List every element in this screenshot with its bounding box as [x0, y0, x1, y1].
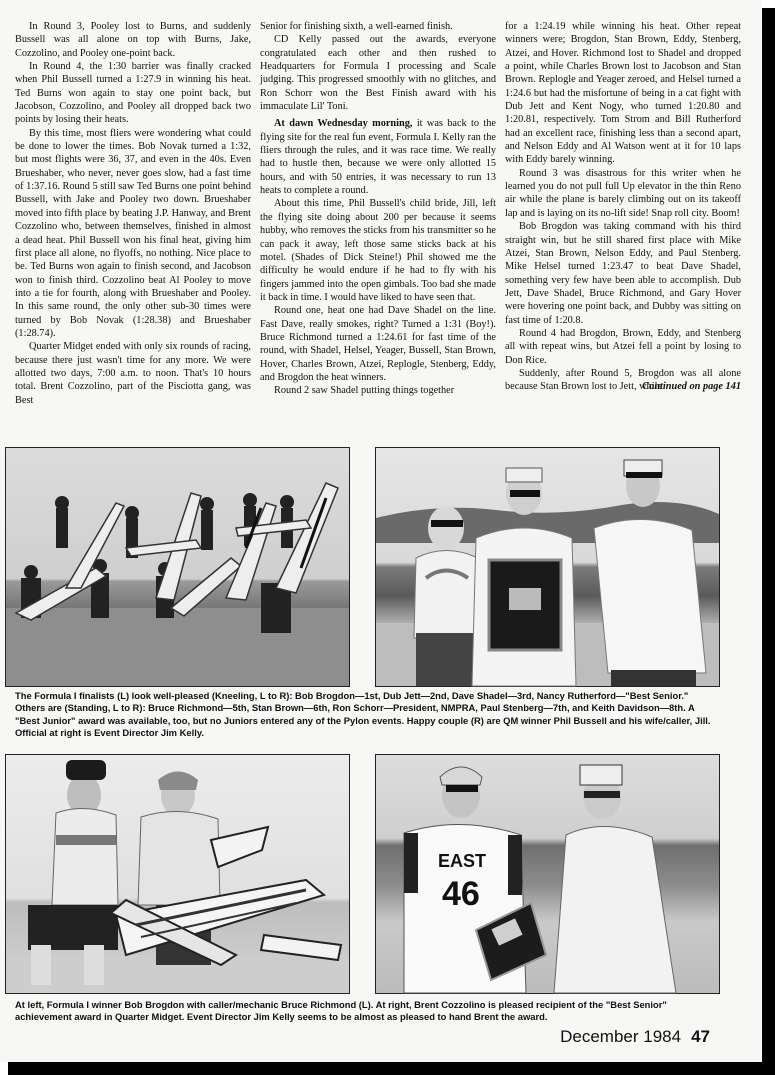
photo-caption-bottom: At left, Formula I winner Bob Brogdon with caller/mechanic Bruce Richmond (L). At right, Brent Cozzolino is pleased recipient of the "Best Senior" achievement award in Quarter Midget. Event Director Jim Kelly seems to be almost as pleased to hand Brent the award.	[15, 999, 667, 1023]
paragraph: In Round 4, the 1:30 barrier was finally cracked when Phil Bussell turned a 1:27.9 in winning his heat. Ted Burns won again to stay one point back, but Jacobson, Cozzolino, and Pooley all dropped back two points by losing their heats.	[15, 61, 251, 126]
paragraph: Suddenly, after Round 5, Brogdon was all alone because Stan Brown lost to Jett, while	[505, 367, 741, 393]
page-shadow-right	[762, 8, 775, 1075]
paragraph: CD Kelly passed out the awards, everyone congratulated each other and then rushed to Headquarters for Formula I processing and Scale judging. This progressed smoothly with no glitches, and Ron Schorr won the Best Finish award with his immaculate Lil' Toni.	[260, 34, 496, 113]
paragraph: Quarter Midget ended with only six rounds of racing, because there just wasn't time for any more. We were allotted two days, 7:00 a.m. to noon. That's 10 hours total. Brent Cozzolino, part of the Pisciotta gang, was Best	[15, 341, 251, 406]
paragraph: Round 4 had Brogdon, Brown, Eddy, and Stenberg all with repeat wins, but Atzei fell a point by losing to Don Rice.	[505, 327, 741, 366]
paragraph: Bob Brogdon was taking command with his third straight win, but he still shared first place with Mike Atzei, Stan Brown, Nelson Eddy, and Paul Stenberg. Mike Helsel turned 1:23.47 to beat Dave Shadel, something very few have been able to accomplish. Dub Jett, Dave Shadel, Bruce Richmond, and Gary Hover were hovering one point back, and Dubby was sitting on fast time of 1:20.8.	[505, 221, 741, 326]
article-column-1	[15, 20, 251, 442]
photo-art	[376, 755, 719, 993]
lead-text: it was back to the flying site for the real fun event, Formula I. Kelly ran the fliers through the rules, and it was race time. We really had to hustle then, because we were only allotted 15 hours, and with 50 entries, it was necessary to run 13 heats to complete a round.	[260, 118, 496, 197]
jersey-number-text: 46	[442, 875, 480, 913]
official-jim-kelly	[554, 765, 676, 993]
page-number: 47	[691, 1027, 710, 1046]
paragraph: By this time, most fliers were wondering what could be done to lower the times. Bob Novak turned a 1:32, but most flights were 36, 37, and even in the 40s. Even Brueshaber, who never, never goes slow, had a fast time of 1:37.16. Round 5 still saw Ted Burns one point behind Bussell, with Jake and Pooley two down. Brueshaber moved into fifth place by beating J.P. Hanway, and Brent Cozzolino who, between themselves, finished in almost a dead heat. Phil Bussell won his final heat, giving him first place all alone, no flyoffs, no nothing. Nice place to be. Ted Burns won again to finish second, and Jacobson won to finish third. Cozzolino beat Al Pooley to move into a tie for fourth, along with Brueshaber and Pooley. In this same round, the only other sub-30 times were turned by Bob Novak (1:28.38) and Brueshaber (1:28.74).	[15, 127, 251, 339]
article-column-2	[260, 20, 496, 442]
paragraph: for a 1:24.19 while winning his heat. Other repeat winners were; Brogdon, Stan Brown, Eddy, Stenberg, Atzei, and Hover. Richmond lost to Shadel and dropped a point, while Charles Brown lost to Jacobson and Stan Brown. Replogle and Yeager zeroed, and Helsel turned a 1:24.6 but had the misfortune of being in a cat fight with Dub Jett and Kent Nogy, who turned 1:20.80 and 1:20.81, respectively. Tom Strom and Bill Rutherford had an excellent race, finishing less than a second apart, and Nelson Eddy and Al Watson went at it for 10 laps with Eddy barely winning.	[505, 21, 741, 166]
man-center	[472, 468, 576, 686]
page-shadow-bottom	[8, 1062, 775, 1075]
issue-date: December 1984	[560, 1027, 682, 1046]
lead-in: At dawn Wednesday morning,	[274, 118, 413, 130]
paragraph: Round 2 saw Shadel putting things together	[274, 385, 455, 397]
man-left	[28, 760, 118, 985]
photo-art	[6, 448, 349, 686]
photo-formula-finalists	[5, 447, 350, 687]
paragraph: About this time, Phil Bussell's child bride, Jill, left the flying site doing about 200 per because it seems hubby, who removes the sticks from his transmitter so he can pack it away, left those same sticks back at his motel. (Shades of Dick Steine!) Phil showed me the difficulty he would endure if he had to fly with his fingers jammed into the open gimbals. Too bad she made it back in time. I would have liked to have seen that.	[260, 198, 496, 303]
paragraph: Round one, heat one had Dave Shadel on the line. Fast Dave, really smokes, right? Turned a 1:31 (Boy!). Bruce Richmond turned a 1:24.61 for fast time of the round, with Shadel, Helsel, Yeager, Bussell, Stan Brown, Hover, Charles Brown, Atzei, Replogle, Stenberg, Eddy, and Brogdon the heat winners.	[260, 305, 496, 383]
paragraph-lead	[260, 117, 496, 197]
photo-art	[376, 448, 719, 686]
jersey-team-text: EAST	[438, 851, 487, 871]
continued-note: Continued on page 141	[642, 380, 741, 392]
article-column-3	[505, 20, 741, 442]
photo-cozzolino-award	[375, 754, 720, 994]
page-footer	[560, 1027, 710, 1047]
photo-caption-top: The Formula I finalists (L) look well-pleased (Kneeling, L to R): Bob Brogdon—1st, Dub Jett—2nd, Dave Shadel—3rd, Nancy Rutherford—"Best Senior." Others are (Standing, L to R): Bruce Richmond—5th, Stan Brown—6th, Ron Schorr—President, NMPRA, Paul Stenberg—7th, and Keith Davidson—8th. A "Best Junior" award was available, too, but no Juniors entered any of the Pylon events. Happy couple (R) are QM winner Phil Bussell and his wife/caller, Jill. Official at right is Event Director Jim Kelly.	[15, 690, 711, 739]
paragraph: In Round 3, Pooley lost to Burns, and suddenly Bussell was all alone on top with Burns, Jake, Cozzolino, and Pooley one-point back.	[15, 21, 251, 59]
photo-art	[6, 755, 349, 993]
paragraph: Senior for finishing sixth, a well-earned finish.	[260, 21, 453, 32]
paragraph: Round 3 was disastrous for this writer when he learned you do not pull full Up elevator in the thin Reno air while the plane is barely climbing out on its takeoff lap and is laying on its no-lift side! Snap roll city. Boom!	[505, 167, 741, 219]
photo-brogdon-plane	[5, 754, 350, 994]
photo-bussell-couple	[375, 447, 720, 687]
man-right	[594, 460, 706, 686]
